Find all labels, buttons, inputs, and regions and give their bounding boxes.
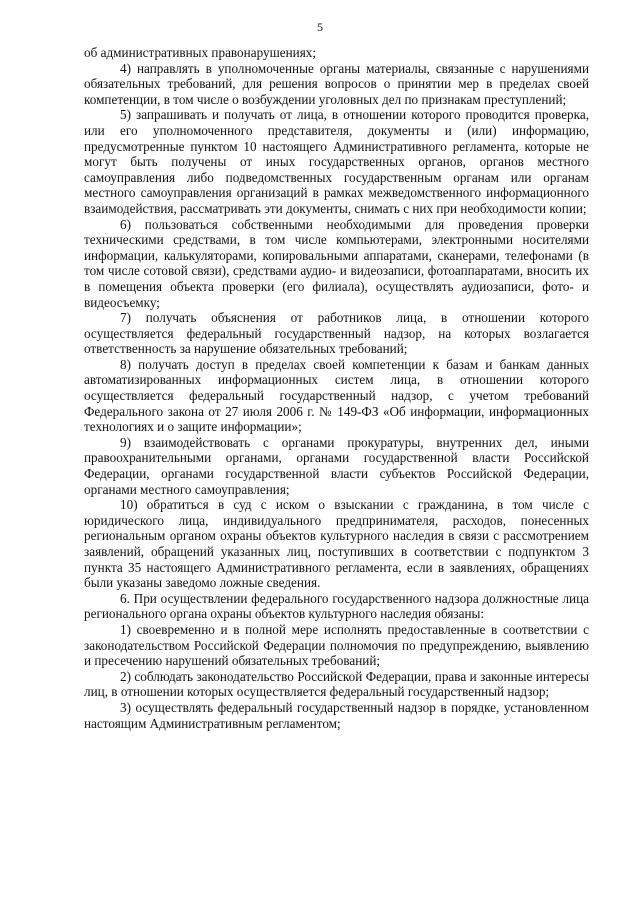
paragraph: 7) получать объяснения от работников лица, в отношении которого осуществляется федеральный государственный надзор, на которых возлагается ответственность за нарушение обязательных требований; [84,310,589,357]
paragraph: 2) соблюдать законодательство Российской Федерации, права и законные интересы лиц, в отношении которых осуществляется федеральный государственный надзор; [84,668,589,700]
paragraph: 6. При осуществлении федерального государственного надзора должностные лица регионального органа охраны объектов культурного наследия обязаны: [84,590,589,622]
paragraph: 10) обратиться в суд с иском о взыскании с гражданина, в том числе с юридического лица, индивидуального предпринимателя, расходов, понесенных региональным органом охраны объектов культурного наследия в связи с рассмотрением заявлений, обращений указанных лиц, поступивших в соответствии с подпунктом 3 пункта 35 настоящего Административного регламента, если в заявлениях, обращениях были указаны заведомо ложные сведения. [84,497,589,591]
paragraph: 9) взаимодействовать с органами прокуратуры, внутренних дел, иными правоохранительными органами, органами государственной власти Российской Федерации, органами государственной власти субъектов Российской Федерации, органами местного самоуправления; [84,434,589,497]
page-number: 5 [317,20,323,34]
paragraph: об административных правонарушениях; [84,45,317,60]
paragraph: 6) пользоваться собственными необходимыми для проведения проверки техническими средствами, в том числе компьютерами, электронными носителями информации, калькуляторами, копировальными аппаратами, сканерами, телефонами (в том числе сотовой связи), средствами аудио- и видеозаписи, фотоаппаратами, вносить их в помещения объекта проверки (его филиала), осуществлять аудиозаписи, фото- и видеосъемку; [84,216,589,310]
paragraph: 5) запрашивать и получать от лица, в отношении которого проводится проверка, или его уполномоченного представителя, документы и (или) информацию, предусмотренные пунктом 10 настоящего Административного регламента, которые не могут быть получены от иных государственных органов, органов местного самоуправления либо подведомственных государственным органам или органам местного самоуправления организаций в рамках межведомственного информационного взаимодействия, рассматривать эти документы, снимать с них при необходимости копии; [84,107,589,216]
paragraph: 4) направлять в уполномоченные органы материалы, связанные с нарушениями обязательных требований, для решения вопросов о принятии мер в пределах своей компетенции, в том числе о возбуждении уголовных дел по признакам преступлений; [84,60,589,107]
paragraph: 1) своевременно и в полной мере исполнять предоставленные в соответствии с законодательством Российской Федерации полномочия по предупреждению, выявлению и пресечению нарушений обязательных требований; [84,621,589,669]
paragraph: 8) получать доступ в пределах своей компетенции к базам и банкам данных автоматизированных информационных систем лица, в отношении которого осуществляется федеральный государственный надзор, с учетом требований Федерального закона от 27 июля 2006 г. № 149-ФЗ «Об информации, информационных технологиях и о защите информации»; [84,356,589,435]
paragraph: 3) осуществлять федеральный государственный надзор в порядке, установленном настоящим Административным регламентом; [84,699,589,731]
document-body [84,45,589,731]
